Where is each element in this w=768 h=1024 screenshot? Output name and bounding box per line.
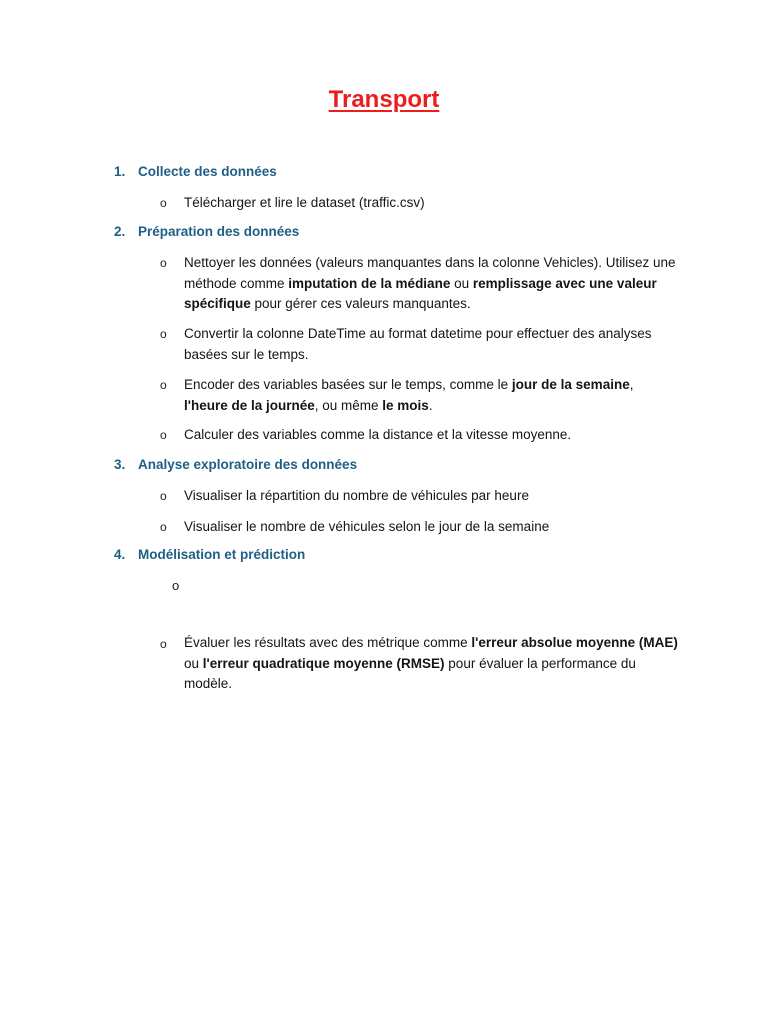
- page-title: Transport: [328, 86, 440, 113]
- bullet-icon: o: [160, 489, 167, 503]
- section-heading-2: [114, 224, 299, 239]
- list-item: [184, 253, 680, 315]
- section-heading-text: Collecte des données: [138, 164, 277, 179]
- item-text: ,: [629, 377, 634, 392]
- item-text: , ou même: [314, 397, 383, 413]
- item-text: ou: [184, 655, 203, 671]
- section-heading-text: Analyse exploratoire des données: [138, 457, 358, 472]
- item-bold-text: remplissage avec une valeur spécifique: [184, 275, 657, 311]
- list-item: Calculer des variables comme la distance et la vitesse moyenne.: [184, 427, 572, 442]
- item-bold-text: l'erreur quadratique moyenne (RMSE): [202, 655, 445, 671]
- bullet-icon: o: [160, 520, 167, 534]
- list-item: Visualiser le nombre de véhicules selon le jour de la semaine: [184, 519, 550, 534]
- section-heading-4: [114, 547, 305, 562]
- section-heading-1: [114, 164, 277, 179]
- bullet-icon: o: [160, 256, 167, 270]
- item-bold-text: l'heure de la journée: [184, 397, 315, 413]
- list-item: Convertir la colonne DateTime au format datetime pour effectuer des analyses basées sur le temps.: [184, 326, 652, 362]
- item-text: pour évaluer la performance du modèle.: [184, 655, 636, 691]
- list-item: Visualiser la répartition du nombre de véhicules par heure: [184, 488, 529, 503]
- bullet-icon: o: [160, 378, 167, 392]
- item-bold-text: jour de la semaine: [511, 377, 630, 392]
- list-item: Télécharger et lire le dataset (traffic.csv): [184, 195, 425, 210]
- item-text: Nettoyer les données (valeurs manquantes dans la colonne Vehicles). Utilisez une méthode comme: [184, 255, 676, 291]
- bullet-icon: o: [172, 578, 180, 593]
- item-text: Encoder des variables basées sur le temps, comme le: [184, 377, 512, 392]
- item-bold-text: le mois: [382, 397, 429, 413]
- bullet-icon: o: [160, 428, 167, 442]
- item-text: ou: [450, 275, 473, 291]
- section-number: 1.: [114, 164, 126, 179]
- item-text: .: [428, 397, 433, 413]
- section-heading-text: Préparation des données: [138, 224, 300, 239]
- section-number: 4.: [114, 547, 126, 562]
- bullet-icon: o: [160, 637, 167, 651]
- section-heading-text: Modélisation et prédiction: [138, 547, 306, 562]
- bullet-icon: o: [160, 196, 167, 210]
- section-number: 3.: [114, 457, 126, 472]
- item-bold-text: imputation de la médiane: [288, 275, 451, 291]
- list-item: [184, 633, 680, 695]
- item-text: pour gérer ces valeurs manquantes.: [250, 296, 471, 311]
- section-number: 2.: [114, 224, 126, 239]
- item-text: Évaluer les résultats avec des métrique comme: [184, 635, 472, 650]
- section-heading-3: [114, 457, 357, 472]
- item-bold-text: l'erreur absolue moyenne (MAE): [471, 635, 678, 650]
- bullet-icon: o: [160, 327, 167, 341]
- list-item: [184, 375, 680, 416]
